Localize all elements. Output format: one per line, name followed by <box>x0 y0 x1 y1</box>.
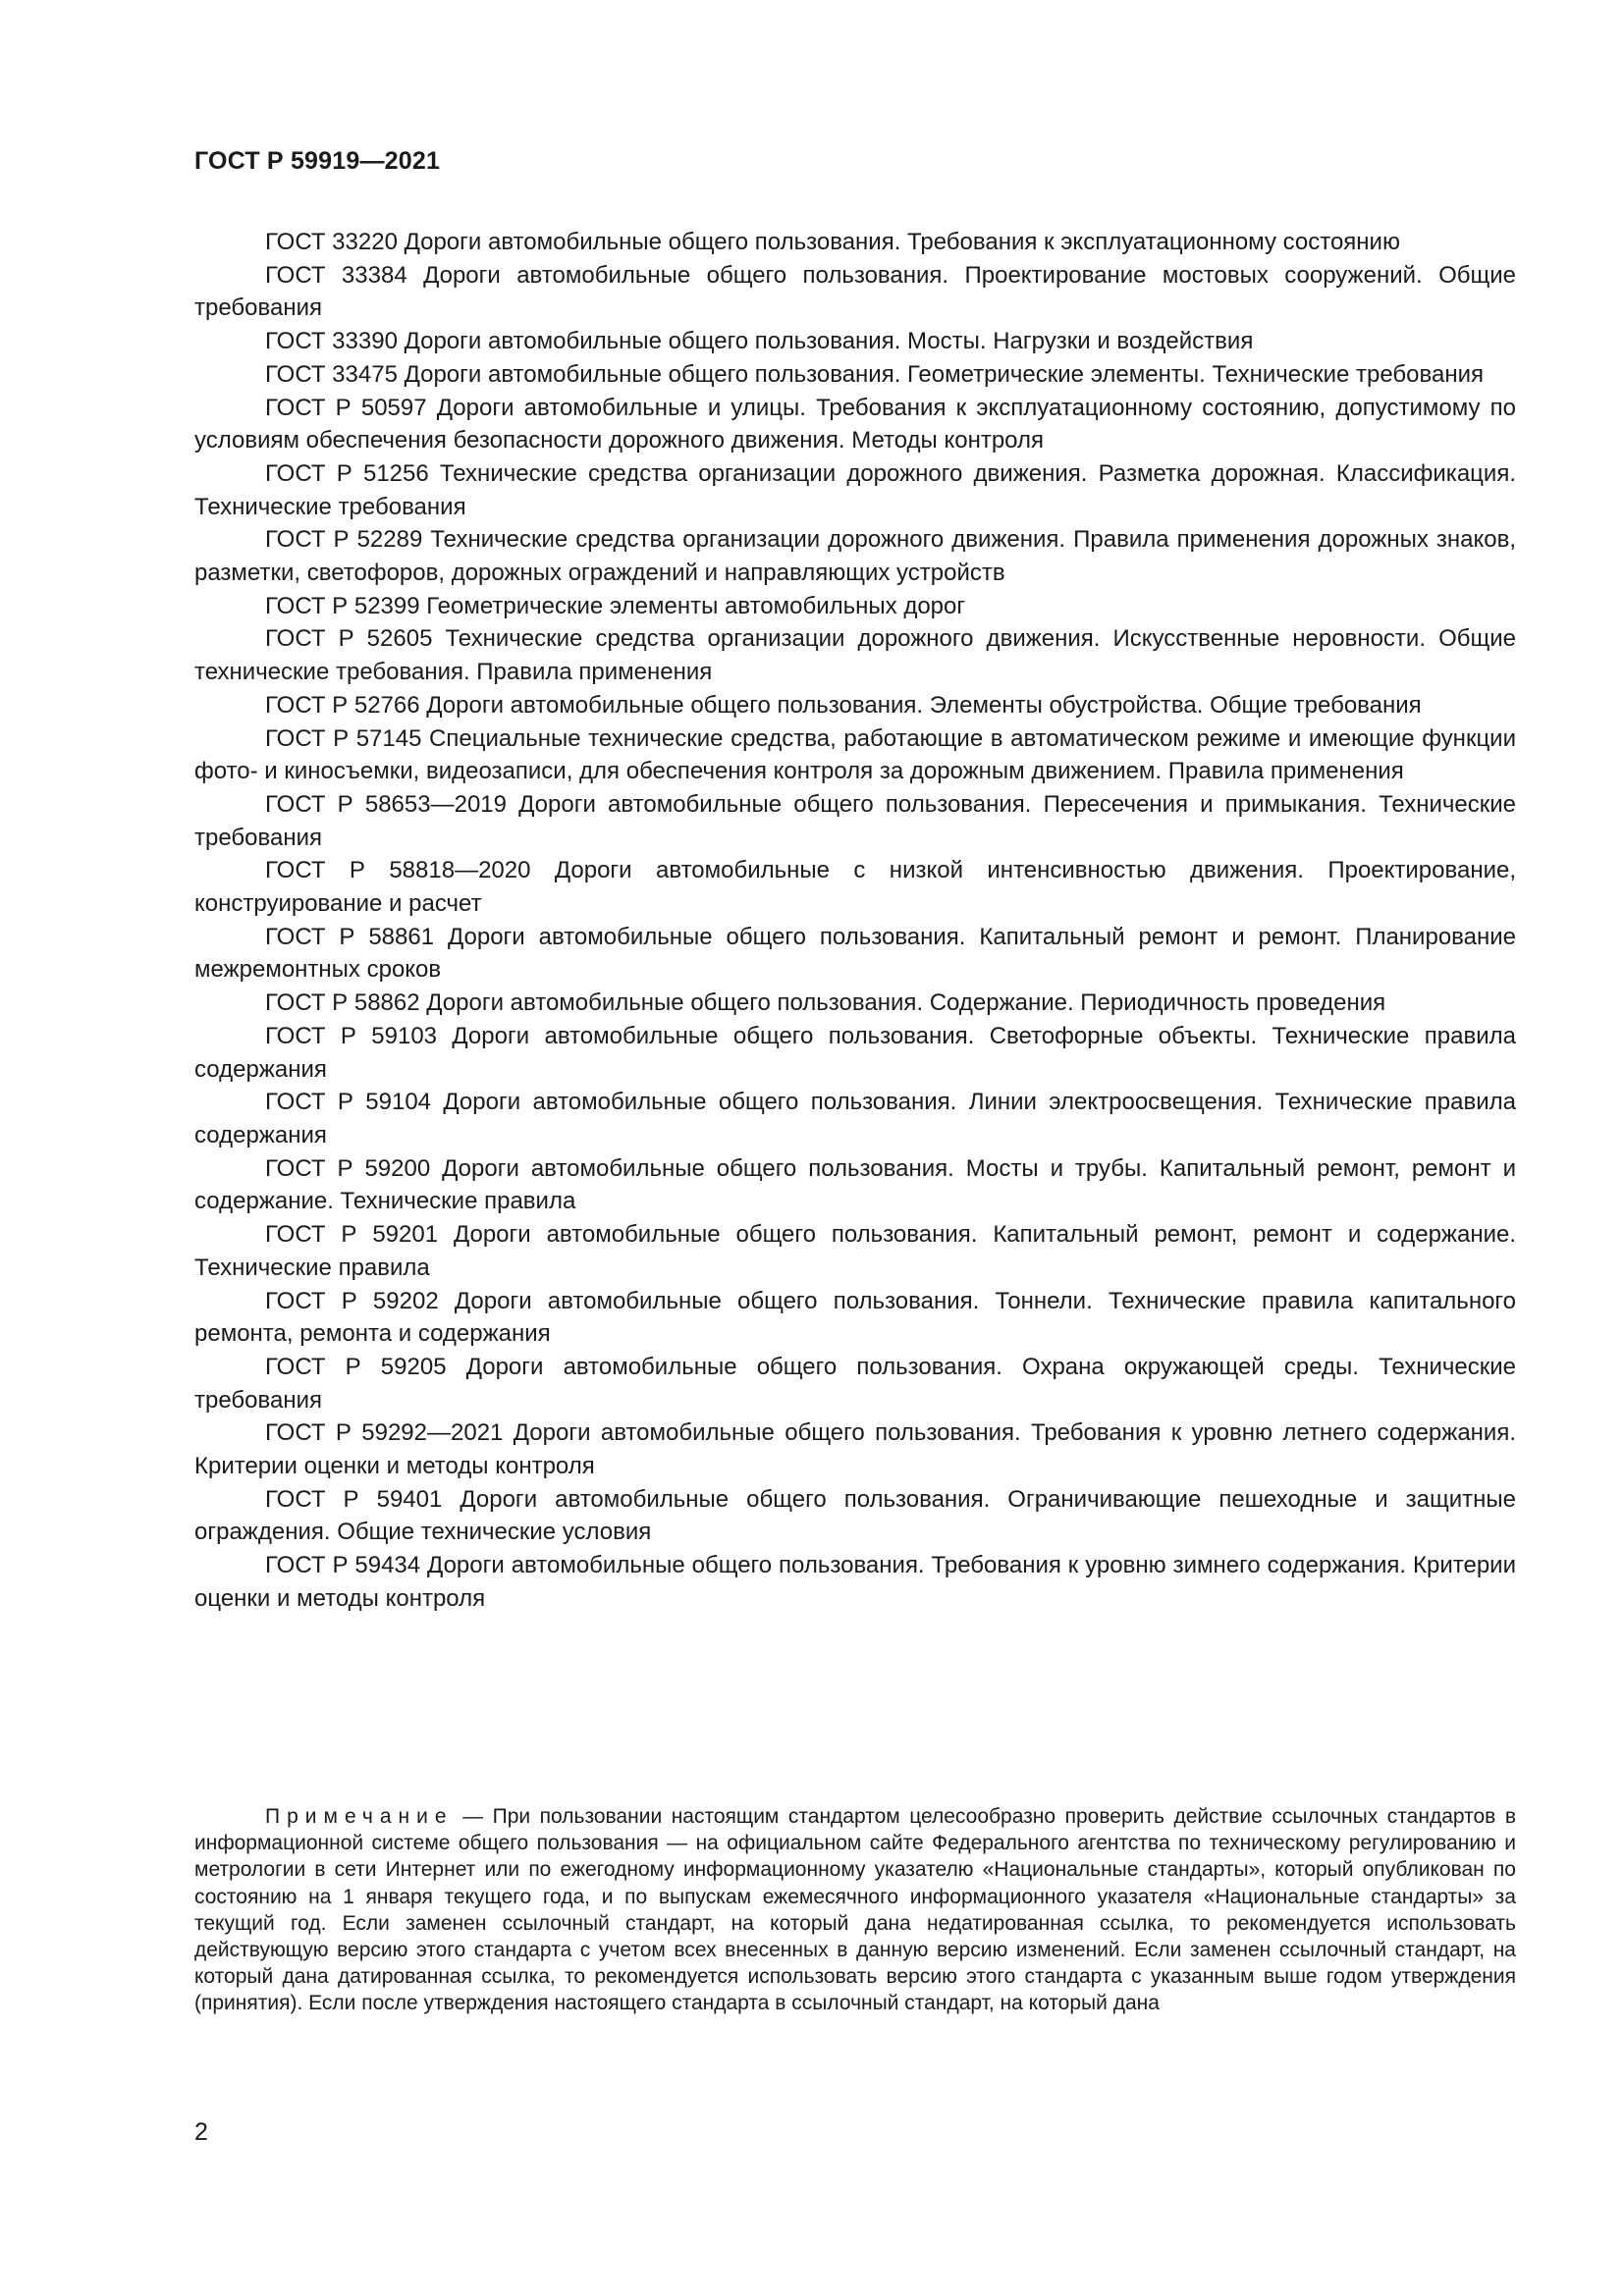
document-header: ГОСТ Р 59919—2021 <box>194 147 441 175</box>
normative-references-list <box>194 226 1516 1616</box>
reference-item: ГОСТ Р 52766 Дороги автомобильные общего пользования. Элементы обустройства. Общие требования <box>265 691 1422 719</box>
reference-item: ГОСТ Р 52289 Технические средства организации дорожного движения. Правила применения дорожных знаков, разметки, светофоров, дорожных ограждений и направляющих устройств <box>194 526 1516 587</box>
reference-item: ГОСТ Р 59202 Дороги автомобильные общего пользования. Тоннели. Технические правила капитального ремонта, ремонта и содержания <box>194 1287 1516 1348</box>
note-text: — При пользовании настоящим стандартом целесообразно проверить действие ссылочных стандартов в информационной системе общего пользования — на официальном сайте Федерального агентства по техническому регулированию и метрологии в сети Интернет или по ежегодному информационному указателю «Национальные стандарты», который опубликован по состоянию на 1 января текущего года, и по выпускам ежемесячного информационного указателя «Национальные стандарты» за текущий год. Если заменен ссылочный стандарт, на который дана недатированная ссылка, то рекомендуется использовать действующую версию этого стандарта с учетом всех внесенных в данную версию изменений. Если заменен ссылочный стандарт, на который дана датированная ссылка, то рекомендуется использовать версию этого стандарта с указанным выше годом утверждения (принятия). Если после утверждения настоящего стандарта в ссылочный стандарт, на который дана <box>194 1805 1516 2015</box>
reference-item: ГОСТ Р 58862 Дороги автомобильные общего пользования. Содержание. Периодичность проведения <box>265 989 1386 1017</box>
reference-item: ГОСТ 33475 Дороги автомобильные общего пользования. Геометрические элементы. Технические требования <box>265 360 1485 388</box>
reference-item: ГОСТ Р 59103 Дороги автомобильные общего пользования. Светофорные объекты. Технические правила содержания <box>194 1022 1516 1083</box>
note-paragraph <box>194 1803 1516 2017</box>
reference-item: ГОСТ Р 59201 Дороги автомобильные общего пользования. Капитальный ремонт, ремонт и содержание. Технические правила <box>194 1221 1516 1281</box>
reference-item: ГОСТ Р 58653—2019 Дороги автомобильные общего пользования. Пересечения и примыкания. Технические требования <box>194 790 1516 851</box>
reference-item: ГОСТ Р 59205 Дороги автомобильные общего пользования. Охрана окружающей среды. Технические требования <box>194 1353 1516 1414</box>
reference-item: ГОСТ Р 58818—2020 Дороги автомобильные с низкой интенсивностью движения. Проектирование, конструирование и расчет <box>194 857 1516 918</box>
page-number: 2 <box>194 2118 208 2146</box>
note-label: Примечание <box>265 1805 454 1828</box>
reference-item: ГОСТ Р 59104 Дороги автомобильные общего пользования. Линии электроосвещения. Технические правила содержания <box>194 1089 1516 1148</box>
reference-item: ГОСТ Р 58861 Дороги автомобильные общего пользования. Капитальный ремонт и ремонт. Планирование межремонтных сроков <box>194 923 1516 984</box>
reference-item: ГОСТ Р 59200 Дороги автомобильные общего пользования. Мосты и трубы. Капитальный ремонт, ремонт и содержание. Технические правила <box>194 1154 1516 1215</box>
reference-item: ГОСТ Р 51256 Технические средства организации дорожного движения. Разметка дорожная. Классификация. Технические требования <box>194 459 1516 520</box>
reference-item: ГОСТ Р 52605 Технические средства организации дорожного движения. Искусственные неровности. Общие технические требования. Правила применения <box>194 625 1516 686</box>
reference-item: ГОСТ Р 57145 Специальные технические средства, работающие в автоматическом режиме и имеющие функции фото- и киносъемки, видеозаписи, для обеспечения контроля за дорожным движением. Правила применения <box>194 724 1516 785</box>
reference-item: ГОСТ Р 52399 Геометрические элементы автомобильных дорог <box>265 592 966 619</box>
reference-item: ГОСТ 33390 Дороги автомобильные общего пользования. Мосты. Нагрузки и воздействия <box>265 328 1254 355</box>
reference-item: ГОСТ Р 59434 Дороги автомобильные общего пользования. Требования к уровню зимнего содержания. Критерии оценки и методы контроля <box>194 1552 1516 1612</box>
reference-item: ГОСТ 33220 Дороги автомобильные общего пользования. Требования к эксплуатационному состоянию <box>265 229 1400 255</box>
reference-item: ГОСТ 33384 Дороги автомобильные общего пользования. Проектирование мостовых сооружений. Общие требования <box>194 261 1516 322</box>
reference-item: ГОСТ Р 50597 Дороги автомобильные и улицы. Требования к эксплуатационному состоянию, допустимому по условиям обеспечения безопасности дорожного движения. Методы контроля <box>194 394 1516 454</box>
reference-item: ГОСТ Р 59401 Дороги автомобильные общего пользования. Ограничивающие пешеходные и защитные ограждения. Общие технические условия <box>194 1485 1516 1546</box>
reference-item: ГОСТ Р 59292—2021 Дороги автомобильные общего пользования. Требования к уровню летнего содержания. Критерии оценки и методы контроля <box>194 1419 1516 1480</box>
